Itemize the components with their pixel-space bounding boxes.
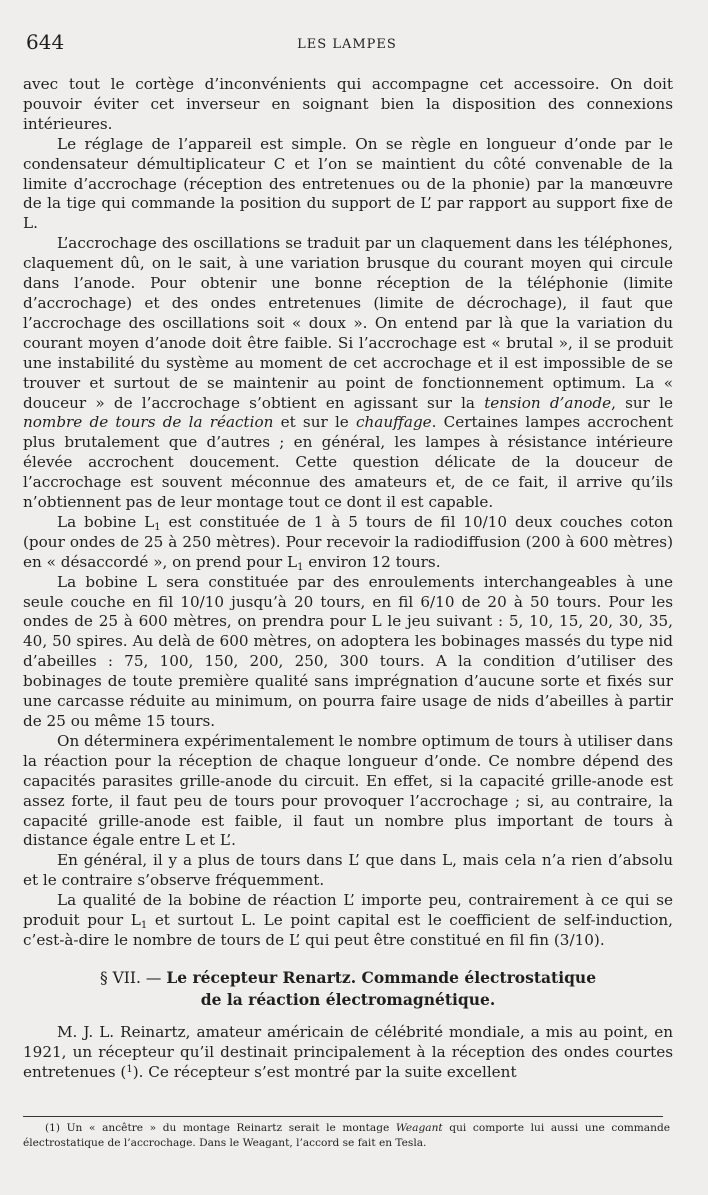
text-run: Le réglage de l’appareil est simple. On se règle en longueur d’onde par le condensateur démultiplicateur C et l’on se maintient du côté convenable de la limite d’accrochage (réception des entretenues ou de la phonie) par la manœuvre de la tige qui commande la position du support de L’ par rapport au support fixe de L. <box>23 134 673 233</box>
text-run: ). Ce récepteur s’est montré par la suite excellent <box>132 1062 517 1081</box>
page-header <box>26 30 668 54</box>
section-heading <box>23 967 673 1011</box>
subscript: 1 <box>140 920 148 932</box>
page-body <box>23 75 673 1083</box>
footnote <box>23 1121 670 1151</box>
paragraph <box>23 573 673 732</box>
text-run: La bobine L sera constituée par des enroulements interchangeables à une seule couche en fil 10/10 jusqu’à 20 tours, en fil 6/10 de 20 à 50 tours. Pour les ondes de 25 à 600 mètres, on prendra pour L le jeu suivant : 5, 10, 15, 20, 30, 35, 40, 50 spires. Au delà de 600 mètres, on adoptera les bobinages massés du type nid d’abeilles : 75, 100, 150, 200, 250, 300 tours. A la condition d’utiliser des bobinages de toute première qualité sans imprégnation d’aucune sorte et fixés sur une carcasse réduite au minimum, on pourra faire usage de nids d’abeilles à partir de 25 ou même 15 tours. <box>23 572 673 730</box>
text-run: . Certaines lampes accrochent plus brutalement que d’autres ; en général, les lampes à résistance intérieure élevée accrochent doucement. Cette question délicate de la douceur de l’accrochage est souvent méconnue des amateurs et, de ce fait, il arrive qu’ils n’obtiennent pas de leur montage tout ce dont il est capable. <box>23 413 673 512</box>
italic-text: chauffage <box>356 413 432 432</box>
italic-text: tension d’anode <box>484 393 612 412</box>
paragraph <box>23 135 673 235</box>
text-run: On déterminera expérimentalement le nombre optimum de tours à utiliser dans la réaction pour la réception de chaque longueur d’onde. Ce nombre dépend des capacités parasites grille-anode du circuit. En effet, si la capacité grille-anode est assez forte, il faut peu de tours pour provoquer l’accrochage ; si, au contraire, la capacité grille-anode est faible, il faut un nombre plus important de tours à distance égale entre L et L’. <box>23 731 673 850</box>
text-run: M. J. L. Reinartz, amateur américain de célébrité mondiale, a mis au point, en 1921, un récepteur qu’il destinait principalement à la réception des ondes courtes entretenues ( <box>23 1022 673 1081</box>
paragraph <box>23 891 673 951</box>
section-title-line1: Le récepteur Renartz. Commande électrostatique <box>166 967 597 987</box>
section-title-line2: de la réaction électromagnétique. <box>200 989 496 1009</box>
paragraph <box>23 75 673 135</box>
paragraph <box>23 513 673 573</box>
text-run: est constituée de 1 à 5 tours de fil 10/10 deux couches coton (pour ondes de 25 à 250 mètres). Pour recevoir la radiodiffusion (200 à 600 mètres) en « désaccordé », on prend pour L <box>23 512 673 571</box>
text-run: avec tout le cortège d’inconvénients qui accompagne cet accessoire. On doit pouvoir éviter cet inverseur en soignant bien la disposition des connexions intérieures. <box>23 75 673 133</box>
text-run: et sur le <box>273 413 356 432</box>
text-run: qui comporte lui aussi une commande électrostatique de l’accrochage. Dans le Weagant, l’accord se fait en Tesla. <box>23 1122 670 1149</box>
paragraph <box>23 732 673 851</box>
paragraph <box>23 234 673 513</box>
page-number: 644 <box>26 30 65 54</box>
paragraphs <box>23 75 673 951</box>
text-run: , sur le <box>611 393 673 412</box>
subscript: 1 <box>154 521 161 533</box>
text-run: L’accrochage des oscillations se traduit par un claquement dans les téléphones, claquement dû, on le sait, à une variation brusque du courant moyen qui circule dans l’anode. Pour obtenir une bonne réception de la téléphonie (limite d’accrochage) et des ondes entretenues (limite de décrochage), il faut que l’accrochage des oscillations soit « doux ». On entend par là que la variation du courant moyen d’anode doit être faible. Si l’accrochage est « brutal », il se produit une instabilité du système au moment de cet accrochage et il est impossible de se trouver et surtout de se maintenir au point de fonctionnement optimum. La « douceur » de l’accrochage s’obtient en agissant sur la <box>23 234 673 412</box>
closing-paragraph <box>23 1023 673 1083</box>
paragraph <box>23 851 673 891</box>
subscript: 1 <box>297 561 304 573</box>
text-run: environ 12 tours. <box>303 552 441 571</box>
section-number: § VII. — <box>99 968 162 987</box>
italic-text: Weagant <box>395 1122 443 1134</box>
text-run: En général, il y a plus de tours dans L’ que dans L, mais cela n’a rien d’absolu et le contraire s’observe fréquemment. <box>23 851 673 890</box>
italic-text: nombre de tours de la réaction <box>23 413 274 432</box>
footnote-ref: 1 <box>126 1063 133 1075</box>
text-run: La bobine L <box>57 512 155 531</box>
text-run: et surtout L. Le point capital est le coefficient de self-induction, c’est-à-dire le nombre de tours de L’ qui peut être constitué en fil fin (3/10). <box>23 911 673 949</box>
running-title: LES LAMPES <box>297 37 397 52</box>
text-run: (1) Un « ancêtre » du montage Reinartz serait le montage <box>45 1122 396 1134</box>
text-run: La qualité de la bobine de réaction L’ importe peu, contrairement à ce qui se produit pour L <box>23 891 673 930</box>
footnote-rule <box>23 1116 663 1117</box>
